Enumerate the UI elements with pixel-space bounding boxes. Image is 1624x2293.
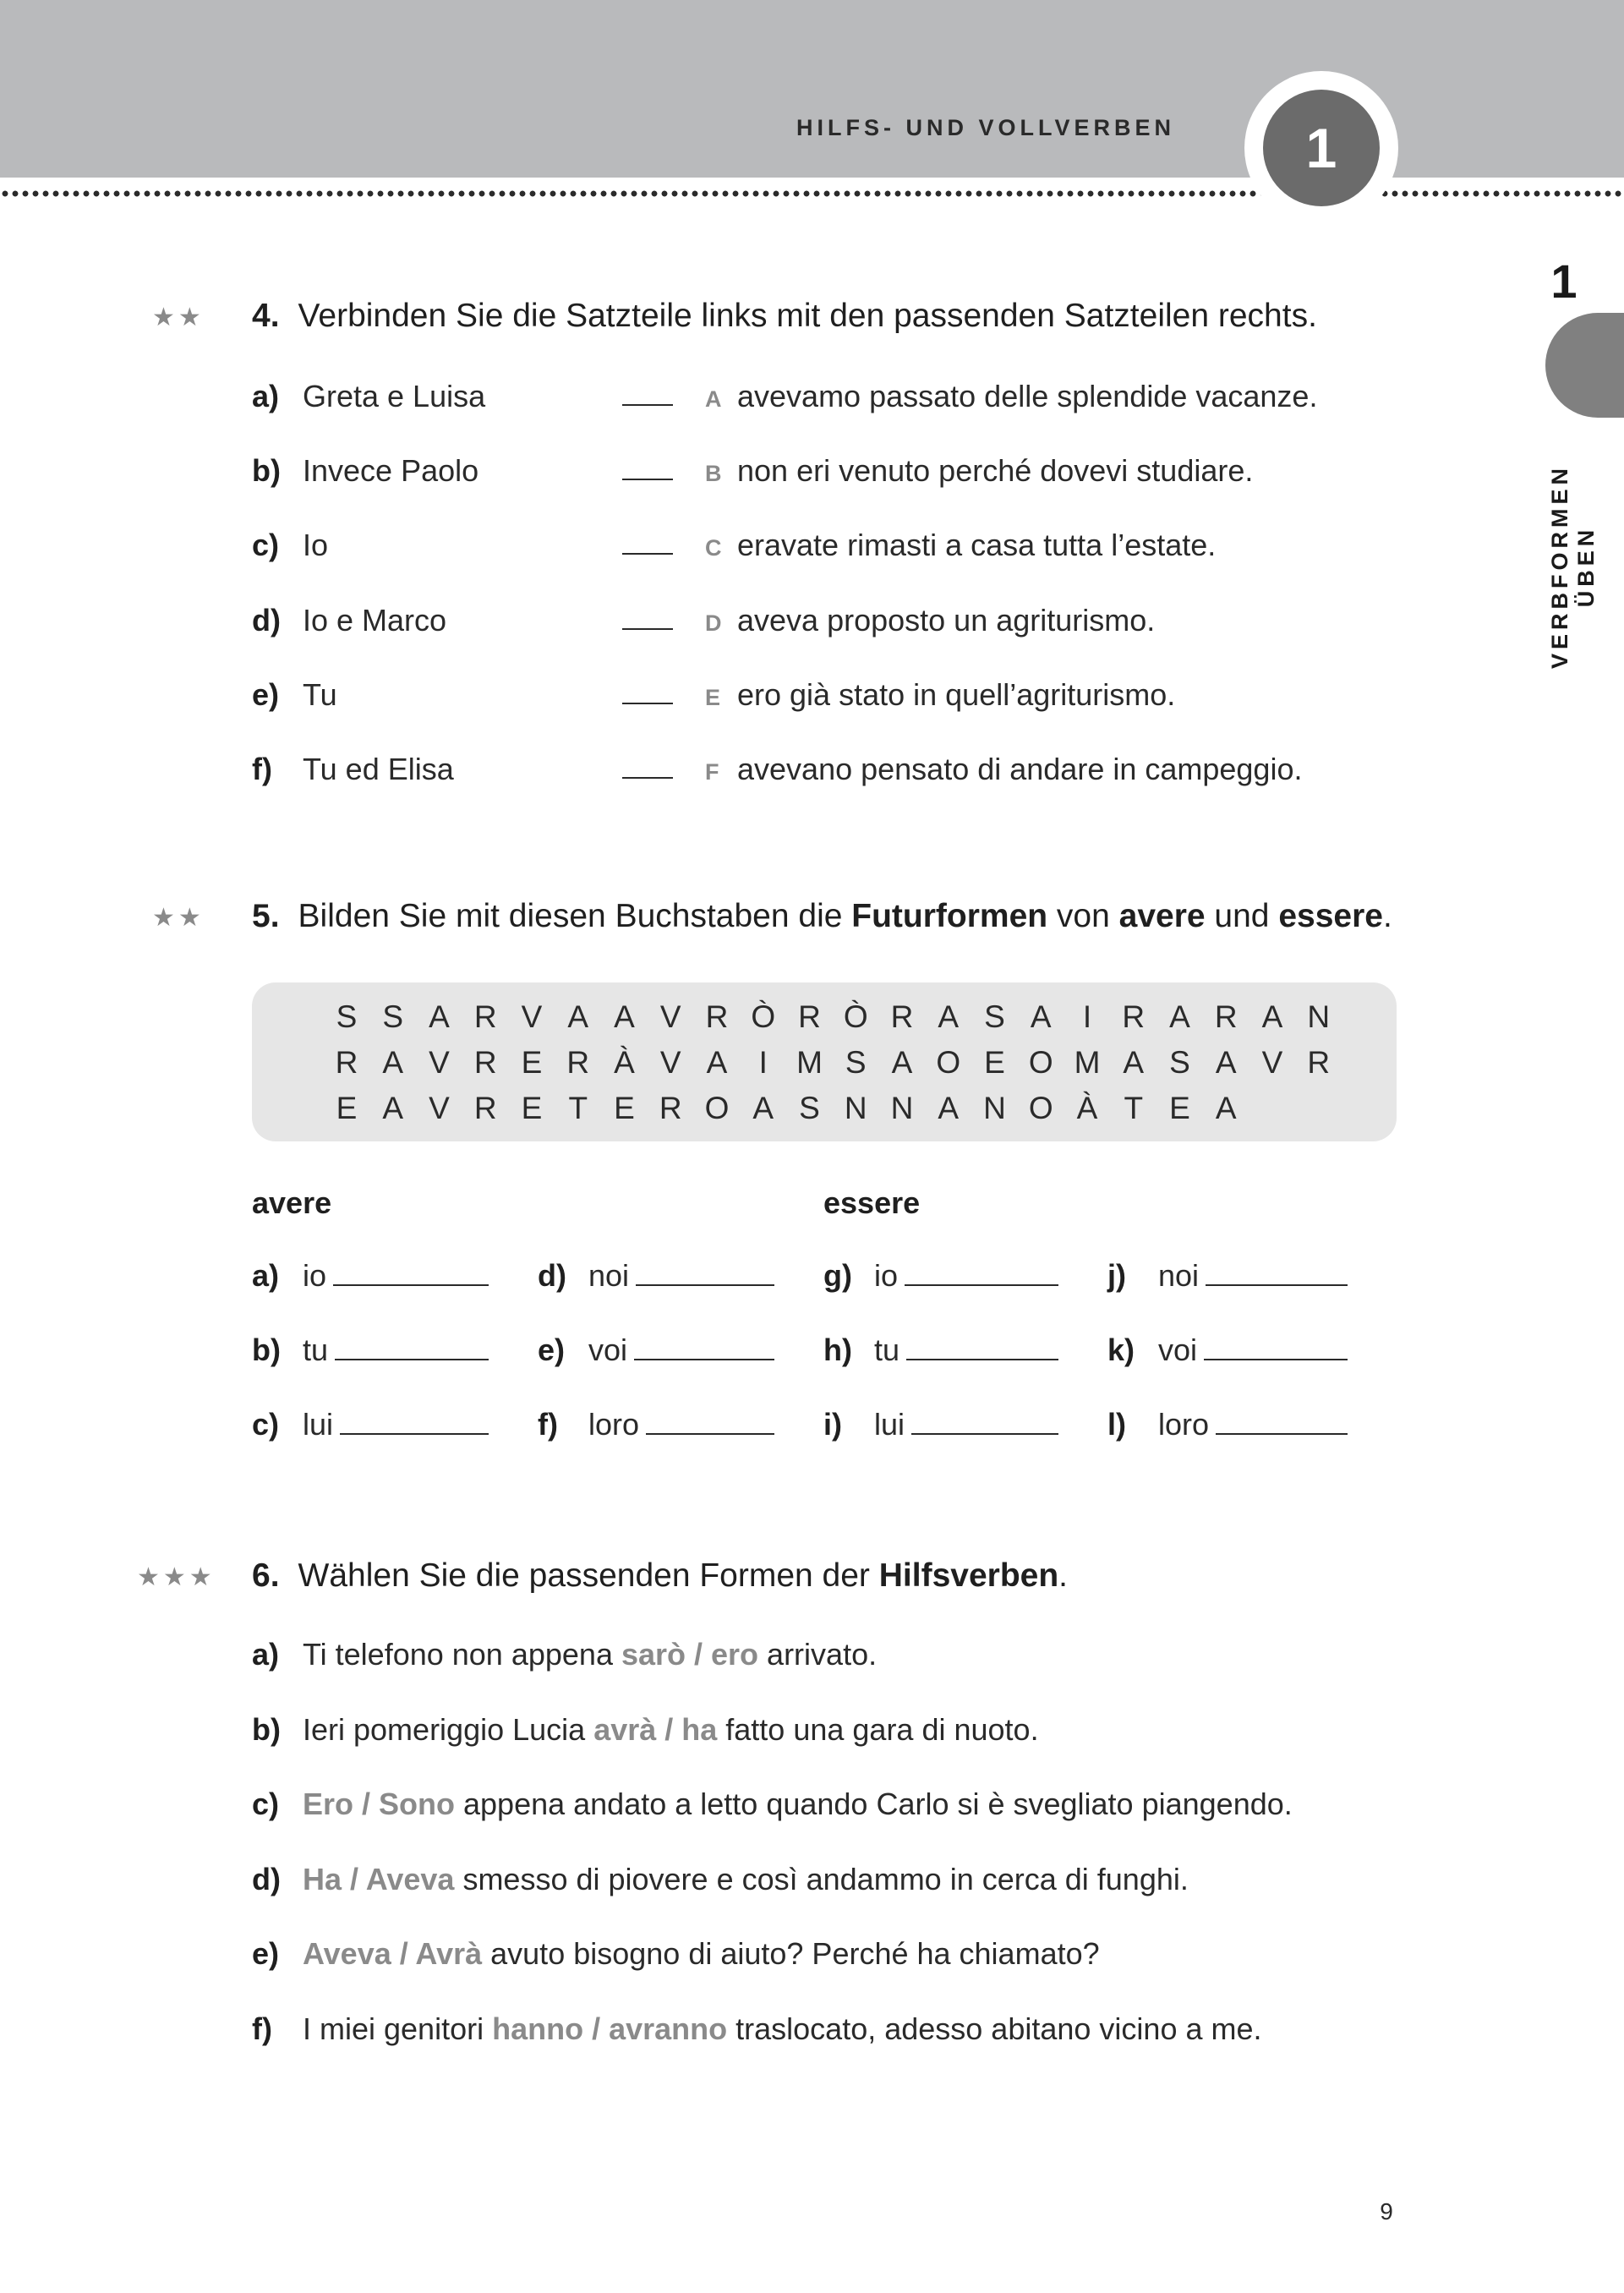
futur-fill-item: d) noi (538, 1258, 774, 1294)
answer-blank[interactable] (622, 777, 673, 779)
pronoun: io (303, 1258, 327, 1293)
exercise-number: 6. (252, 1557, 280, 1594)
verb-options[interactable]: Aveva / Avrà (303, 1936, 483, 1971)
answer-blank[interactable] (634, 1333, 774, 1360)
side-tab-number: 1 (1550, 254, 1578, 308)
verb-options[interactable]: sarò / ero (621, 1637, 759, 1672)
match-right-item: F avevano pensato di andare in campeggio. (705, 752, 1303, 786)
answer-blank[interactable] (1204, 1333, 1348, 1360)
match-right-item: C eravate rimasti a casa tutta l’estate. (705, 528, 1217, 562)
answer-blank[interactable] (335, 1333, 489, 1360)
choice-sentence: b) Ieri pomeriggio Lucia avrà / ha fatto una gara di nuoto. (252, 1712, 1039, 1747)
answer-blank[interactable] (646, 1408, 774, 1435)
pronoun: tu (303, 1333, 329, 1367)
exercise-number: 5. (252, 898, 280, 934)
futur-fill-item: f) loro (538, 1407, 774, 1442)
chapter-number-badge: 1 (1263, 90, 1380, 206)
answer-blank[interactable] (636, 1259, 774, 1286)
side-tab-marker (1545, 313, 1624, 418)
futur-fill-item: k) voi (1107, 1333, 1348, 1368)
exercise-5-title: 5. Bilden Sie mit diesen Buchstaben die Futurformen von avere und essere. (252, 898, 1392, 934)
answer-blank[interactable] (622, 703, 673, 704)
dotted-divider (0, 189, 1268, 198)
pronoun: noi (588, 1258, 630, 1293)
answer-blank[interactable] (333, 1259, 489, 1286)
choice-sentence: a) Ti telefono non appena sarò / ero arrivato. (252, 1637, 878, 1672)
choice-sentence: c) Ero / Sono appena andato a letto quando Carlo si è svegliato piangendo. (252, 1787, 1293, 1821)
pronoun: lui (874, 1407, 905, 1442)
futur-fill-item: b) tu (252, 1333, 489, 1368)
exercise-4-title (252, 298, 1317, 335)
verb-options[interactable]: hanno / avranno (492, 2011, 728, 2046)
choice-sentence: f) I miei genitori hanno / avranno traslocato, adesso abitano vicino a me. (252, 2011, 1262, 2046)
answer-blank[interactable] (622, 479, 673, 480)
futur-fill-item: i) lui (823, 1407, 1058, 1442)
match-right-item: D aveva proposto un agriturismo. (705, 603, 1156, 638)
answer-blank[interactable] (340, 1408, 489, 1435)
answer-blank[interactable] (906, 1333, 1058, 1360)
exercise-number: 4. (252, 298, 280, 334)
answer-blank[interactable] (622, 404, 673, 406)
futur-fill-item: j) noi (1107, 1258, 1348, 1294)
answer-blank[interactable] (622, 553, 673, 555)
dotted-divider-right (1380, 189, 1624, 198)
futur-fill-item: l) loro (1107, 1407, 1348, 1442)
match-left-item: d) Io e Marco (252, 603, 447, 638)
difficulty-stars: ★★ (152, 304, 205, 331)
futur-fill-item: c) lui (252, 1407, 489, 1442)
answer-blank[interactable] (1206, 1259, 1348, 1286)
match-left-item: e) Tu (252, 677, 337, 712)
choice-sentence: e) Aveva / Avrà avuto bisogno di aiuto? Perché ha chiamato? (252, 1936, 1100, 1971)
verb-options[interactable]: Ha / Aveva (303, 1862, 455, 1896)
letter-grid-row: E A V R E T E R O A S N N A N O À T E A (336, 1091, 1237, 1125)
pronoun: loro (588, 1407, 640, 1442)
futur-fill-item: h) tu (823, 1333, 1058, 1368)
match-right-item: E ero già stato in quell’agriturismo. (705, 677, 1176, 712)
pronoun: loro (1158, 1407, 1210, 1442)
futur-fill-item: a) io (252, 1258, 489, 1294)
verb-options[interactable]: avrà / ha (593, 1712, 718, 1747)
answer-blank[interactable] (622, 628, 673, 630)
pronoun: noi (1158, 1258, 1200, 1293)
pronoun: io (874, 1258, 899, 1293)
match-left-item: a) Greta e Luisa (252, 379, 486, 413)
match-left-item: f) Tu ed Elisa (252, 752, 454, 786)
side-tab-label: VERBFORMEN ÜBEN (1547, 464, 1599, 670)
futur-fill-item: g) io (823, 1258, 1058, 1294)
pronoun: voi (588, 1333, 628, 1367)
chapter-title: HILFS- UND VOLLVERBEN (796, 115, 1175, 140)
match-left-item: b) Invece Paolo (252, 453, 479, 488)
match-left-item: c) Io (252, 528, 329, 562)
match-right-item: B non eri venuto perché dovevi studiare. (705, 453, 1254, 488)
match-right-item: A avevamo passato delle splendide vacanze. (705, 379, 1318, 413)
verb-options[interactable]: Ero / Sono (303, 1787, 455, 1821)
difficulty-stars: ★★ (152, 904, 205, 932)
answer-blank[interactable] (911, 1408, 1058, 1435)
page-number: 9 (1380, 2198, 1393, 2225)
exercise-instruction: Verbinden Sie die Satzteile links mit den passenden Satzteilen rechts. (298, 298, 1317, 334)
pronoun: tu (874, 1333, 900, 1367)
choice-sentence: d) Ha / Aveva smesso di piovere e così andammo in cerca di funghi. (252, 1862, 1189, 1896)
letter-grid-row: R A V R E R À V A I M S A O E O M A S A V R (335, 1045, 1331, 1080)
difficulty-stars: ★★★ (137, 1563, 216, 1591)
avere-heading: avere (252, 1185, 332, 1220)
exercise-6-title: 6. Wählen Sie die passenden Formen der Hilfsverben. (252, 1557, 1069, 1594)
answer-blank[interactable] (905, 1259, 1058, 1286)
futur-fill-item: e) voi (538, 1333, 774, 1368)
essere-heading: essere (823, 1185, 921, 1220)
pronoun: lui (303, 1407, 334, 1442)
letter-grid-row: S S A R V A A V R Ò R Ò R A S A I R A R A N (336, 999, 1331, 1034)
answer-blank[interactable] (1216, 1408, 1348, 1435)
pronoun: voi (1158, 1333, 1198, 1367)
